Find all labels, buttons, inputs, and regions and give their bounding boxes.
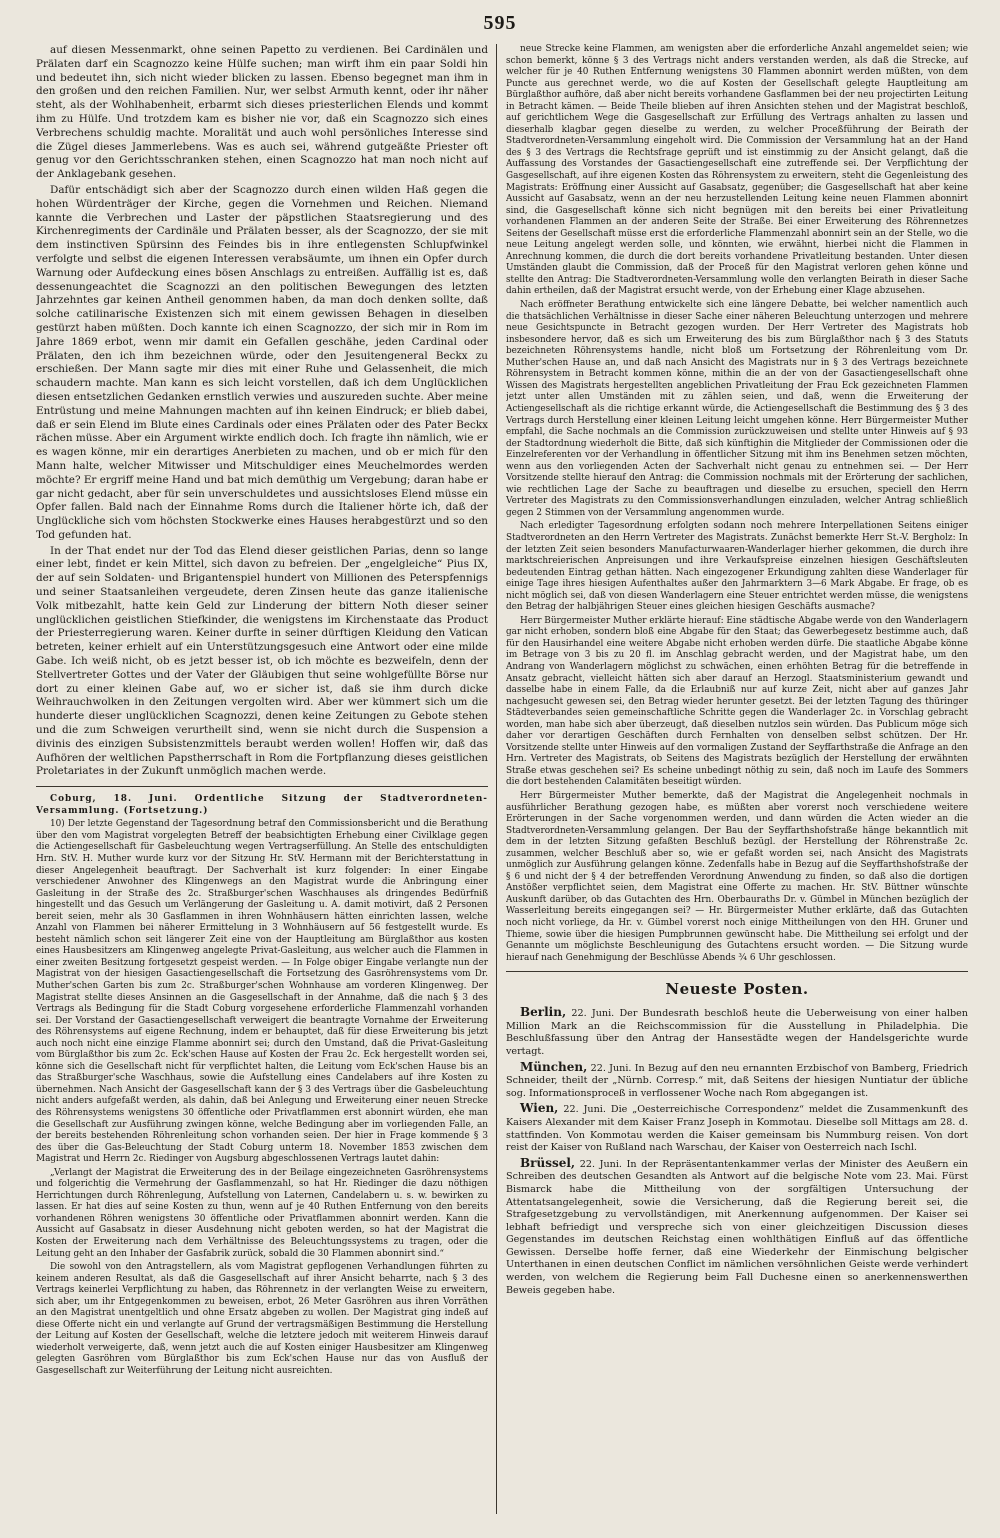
right-column xyxy=(506,44,968,1299)
news-item xyxy=(506,1061,968,1101)
coburg-paragraph: Herr Bürgermeister Muther bemerkte, daß der Magistrat die Angelegenheit nochmals in ausführlicher Berathung gezogen habe, es müßten aber vorerst noch verschiedene weitere Erörterungen in der Sache vorgenommen werden, und dann würden die Acten wieder an die Stadtverordneten-Versammlung gelangen. Der Bau der Seyffarthshofstraße hänge bekanntlich mit dem in der letzten Sitzung gefaßten Beschluß bezügl. der Herstellung der Röhrenstraße 2c. zusammen, welcher Beschluß aber so, wie er gefaßt worden sei, nach Ansicht des Magistrats unmöglich zur Ausführung gelangen könne. Zedenfalls habe in Bezug auf die Seyffarthshofstraße der § 6 und nicht der § 4 der betreffenden Verordnung Anwendung zu finden, so daß also die dortigen Anstößer verpflichtet seien, dem Magistrat eine Offerte zu machen. Hr. StV. Büttner wünschte Auskunft darüber, ob das Gutachten des Hrn. Oberbauraths Dr. v. Gümbel in München bezüglich der Wasserleitung bereits eingegangen sei? — Hr. Bürgermeister Muther erklärte, daß das Gutachten noch nicht vorliege, da Hr. v. Gümbel vorerst noch einige Mittheilungen von den HH. Gruner und Thieme, sowie über die hiesigen Pumpbrunnen gewünscht habe. Die Mittheilung sei erfolgt und der Genannte um möglichste Beschleunigung des Gutachtens ersucht worden. — Die Sitzung wurde hierauf nach Genehmigung der Beschlüsse Abends ¾ 6 Uhr geschlossen. xyxy=(506,791,968,963)
coburg-paragraph: Nach erledigter Tagesordnung erfolgten sodann noch mehrere Interpellationen Seitens einiger Stadtverordneten an den Herrn Vertreter des Magistrats. Zunächst bemerkte Herr St.-V. Bergholz: In der letzten Zeit seien besonders Manufacturwaaren-Wanderlager hierher gekommen, die durch ihre marktschreierischen Anpreisungen und ihre Verkaufspreise einzelnen hiesigen Geschäftsleuten bedeutenden Eintrag gethan hätten. Nach eingezogener Erkundigung zahlten diese Wanderlager für einige Tage ihres hiesigen Aufenthaltes außer den Jahrmarktern 3—6 Mark Abgabe. Er frage, ob es nicht möglich sei, daß von diesen Wanderlagern eine Steuer entrichtet werden müsse, die wenigstens den Betrag der halbjährigen Steuer eines gleichen hiesigen Geschäfts ausmache? xyxy=(506,521,968,613)
article-paragraph: In der That endet nur der Tod das Elend dieser geistlichen Parias, denn so lange einer lebt, findet er kein Mittel, sich davon zu befreien. Der „engelgleiche“ Pius IX, der auf sein Soldaten- und Brigantenspiel hundert von Millionen des Peterspfennigs und seiner Staatsanleihen vergeudete, deren Zinsen heute das ganze italienische Volk mitbezahlt, hatte kein Geld zur Linderung der bittern Noth dieser seiner unglücklichen geistlichen Stiefkinder, die wenigstens im Kirchenstaate das Product der Priesterregierung waren. Keiner durfte in seiner dürftigen Kleidung den Vatican betreten, keiner erhielt auf ein Unterstützungsgesuch eine Antwort oder eine milde Gabe. Ich weiß nicht, ob es jetzt besser ist, ob ich möchte es bezweifeln, denn der Stellvertreter Gottes und der Vater der Gläubigen thut seine wohlgefüllte Börse nur dort zu einer kleinen Gabe auf, wo er sicher ist, daß sie ihm durch dicke Weihrauchwolken in den Zeitungen vergolten wird. Aber wer kümmert sich um die hunderte dieser unglücklichen Scagnozzi, denen keine Zeitungen zu Gebote stehen und die zum Schweigen verurtheilt sind, wenn sie nicht durch die Suspension a divinis des einzigen Subsistenzmittels beraubt werden wollen! Hoffen wir, daß das Aufhören der weltlichen Papstherrschaft in Rom die Fortpflanzung dieses geistlichen Proletariates in der Zukunft unmöglich machen werde. xyxy=(36,544,488,778)
news-text: 22. Juni. In Bezug auf den neu ernannten Erzbischof von Bamberg, Friedrich Schneider, theilt der „Nürnb. Corresp.“ mit, daß Seitens der hiesigen Nuntiatur der übliche sog. Informationsproceß in verflossener Woche nach Rom abgegangen ist. xyxy=(506,1062,968,1099)
news-section-title: Neueste Posten. xyxy=(665,980,809,999)
section-divider xyxy=(506,971,968,972)
news-place: München, xyxy=(520,1059,588,1074)
coburg-paragraph: Herr Bürgermeister Muther erklärte hierauf: Eine städtische Abgabe werde von den Wanderlagern gar nicht erhoben, sondern bloß eine Abgabe für den Staat; das Gewerbegesetz bestimme auch, daß für den Hausirhandel eine weitere Abgabe nicht erhoben werden dürfe. Die staatliche Abgabe könne im Betrage von 3 bis zu 20 fl. im Anschlag gebracht werden, und der Magistrat habe, um den Andrang von Wanderlagern möglichst zu schwächen, einen erhöhten Betrag für die betreffende in Ansatz gebracht, vielleicht hätten sich aber darauf an Herzogl. Staatsministerium gewandt und dasselbe habe in einem Falle, da die Erlaubniß nur auf kurze Zeit, nicht aber auf ganzes Jahr nachgesucht gewesen sei, den Betrag wieder herunter gesetzt. Bei der letzten Tagung des thüringer Städteverbandes seien gemeinschaftliche Schritte gegen die Wanderlager 2c. in Vorschlag gebracht worden, man habe sich aber überzeugt, daß dieselben nutzlos sein würden. Das Publicum möge sich daher vor derartigen Geschäften durch Fernhalten von denselben selbst schützen. Der Hr. Vorsitzende stellte unter Hinweis auf den vormaligen Zustand der Seyffarthstraße die Anfrage an den Hrn. Vertreter des Magistrats, ob Seitens des Magistrats bezüglich der Herstellung der erwähnten Straße etwas geschehen sei? Es scheine unbedingt nöthig zu sein, daß noch im Laufe des Sommers die dort bestehenden Calamitäten beseitigt würden. xyxy=(506,615,968,788)
news-item xyxy=(506,1157,968,1298)
news-item xyxy=(506,1102,968,1154)
news-place: Berlin, xyxy=(520,1005,567,1020)
news-item xyxy=(506,1006,968,1058)
coburg-heading: Coburg, 18. Juni. Ordentliche Sitzung der Stadtverordneten-Versammlung. (Fortsetzung.) xyxy=(36,794,488,816)
left-column xyxy=(36,44,488,1380)
news-list xyxy=(506,1006,968,1297)
news-place: Brüssel, xyxy=(520,1155,576,1170)
coburg-paragraph: 10) Der letzte Gegenstand der Tagesordnung betraf den Commissionsbericht und die Berathung über den vom Magistrat vorgelegten Betreff der beabsichtigten Erhebung einer Civilklage gegen die Actiengesellschaft für Gasbeleuchtung wegen Vertragserfüllung. An Stelle des entschuldigten Hrn. StV. H. Muther wurde kurz vor der Sitzung Hr. StV. Hermann mit der Berichterstattung in dieser Angelegenheit beauftragt. Der Sachverhalt ist kurz folgender: In einer Eingabe verschiedener Anwohner des Klingenwegs an den Magistrat wurde die Anbringung einer Gasleitung in der Straße des 2c. Straßburger'schen Waschhauses als dringendes Bedürfniß hingestellt und das Gesuch um Verlängerung der Gasleitung u. A. damit motivirt, daß 2 Personen bereit seien, mehr als 30 Gasflammen in ihren Wohnhäusern hätten einrichten lassen, welche Anzahl von Flammen bei näherer Ermittelung in 3 Wohnhäusern auf 56 festgestellt wurde. Es besteht nämlich schon seit längerer Zeit eine von der Hauptleitung am Bürglaßthor aus kosten eines Hausbesitzers am Klingenweg angelegte Privat-Gasleitung, aus welcher auch die Flammen in einer zweiten Besitzung fortgesetzt gespeist werden. — In Folge obiger Eingabe verlangte nun der Magistrat von der hiesigen Gasactiengesellschaft die Fortsetzung des Gasröhrensystems vom Dr. Muther'schen Garten bis zum 2c. Straßburger'schen Wohnhause am vorderen Klingenweg. Der Magistrat stellte dieses Ansinnen an die Gasgesellschaft in der Annahme, daß die nach § 3 des Vertrags als Bedingung für die Stadt Coburg vorgesehene erforderliche Flammenzahl vorhanden sei. Der Vorstand der Gasactiengesellschaft verweigert die beantragte Vornahme der Erweiterung des Röhrensystems auf eigene Rechnung, indem er behauptet, daß für diese Erweiterung bis jetzt auch noch nicht eine einzige Flamme abonnirt sei; durch den Umstand, daß die Privat-Gasleitung vom Bürglaßthor bis zum 2c. Eck'schen Hause auf Kosten der Frau 2c. Eck hergestellt worden sei, könne sich die Gesellschaft nicht für verpflichtet halten, die Leitung vom Eck'schen Hause bis an das Straßburger'sche Waschhaus, sowie die Aufstellung eines Candelabers auf ihre Kosten zu übernehmen. Nach Ansicht der Gasgesellschaft kann der § 3 des Vertrags über die Gasbeleuchtung nicht anders aufgefaßt werden, als dahin, daß bei Anlegung und Erweiterung einer neuen Strecke des Röhrensystems wenigstens 30 öffentliche oder Privatflammen erst abonnirt würden, ehe man die Gesellschaft zur Ausführung zwingen könne, welche Bedingung aber im vorliegenden Falle, an der bereits bestehenden Röhrenleitung schon vorhanden seien. Der hier in Frage kommende § 3 des über die Gas-Beleuchtung der Stadt Coburg unterm 18. November 1853 zwischen dem Magistrat und Herrn 2c. Riedinger von Augsburg abgeschlossenen Vertrags lautet dahin: xyxy=(36,819,488,1165)
article-paragraph: Dafür entschädigt sich aber der Scagnozzo durch einen wilden Haß gegen die hohen Würdenträger der Kirche, gegen die Vornehmen und Reichen. Niemand kannte die Verbrechen und Laster der päpstlichen Staatsregierung und des Kirchenregiments der Cardinäle und Prälaten besser, als der Scagnozzo, der sie mit dem instinctiven Spürsinn des Feindes bis in ihre entlegensten Schlupfwinkel verfolgte und selbst die eigenen Interessen verabsäumte, um ihnen ein Opfer durch Warnung oder Aufdeckung eines bösen Anschlags zu entreißen. Auffällig ist es, daß dessenungeachtet die Scagnozzi an den politischen Bewegungen des letzten Jahrzehntes gar keinen Antheil genommen haben, da man doch denken sollte, daß solche catilinarische Existenzen sich mit einem gewissen Behagen in dieselben gestürzt haben müßten. Doch kannte ich einen Scagnozzo, der sich mir in Rom im Jahre 1869 erbot, wenn mir damit ein Gefallen geschähe, jeden Cardinal oder Prälaten, den ich ihm bezeichnen würde, oder den Jesuitengeneral Beckx zu erschießen. Der Mann sagte mir dies mit einer Ruhe und Gelassenheit, die mich schaudern machte. Man kann es sich leicht vorstellen, daß ich dem Unglücklichen diesen entsetzlichen Gedanken ernstlich verwies und auszureden suchte. Aber meine Entrüstung und meine Mahnungen machten auf ihn keinen Eindruck; er blieb dabei, daß er sein Elend im Blute eines Cardinals oder eines Prälaten oder des Pater Beckx rächen müsse. Aber ein Argument wirkte endlich doch. Ich fragte ihn nämlich, wie er es wagen könne, mir ein derartiges Anerbieten zu machen, und ob er mich für den Mann halte, welcher Mitwisser und Mitschuldiger eines Meuchelmordes werden möchte? Er ergriff meine Hand und bat mich demüthig um Vergebung; daran habe er gar nicht gedacht, aber für sein unverschuldetes und aussichtsloses Elend müsse ein Opfer fallen. Bald nach der Einnahme Roms durch die Italiener hörte ich, daß der Unglückliche sich vom höchsten Stockwerke eines Hauses herabgestürzt und so den Tod gefunden hat. xyxy=(36,183,488,541)
article-paragraph: auf diesen Messenmarkt, ohne seinen Papetto zu verdienen. Bei Cardinälen und Prälaten darf ein Scagnozzo keine Hülfe suchen; man wirft ihm ein paar Soldi hin und bedeutet ihn, sich nicht wieder blicken zu lassen. Ebenso begegnet man ihm in den großen und den reichen Familien. Nur, wer selbst Armuth kennt, oder ihr näher steht, als der Wohlhabenheit, erbarmt sich dieses priesterlichen Elends und kommt ihm zu Hülfe. Und trotzdem kam es bisher nie vor, daß ein Scagnozzo sich eines Verbrechens schuldig machte. Moralität und auch wohl persönliches Interesse sind die Zügel dieses Jammerlebens. Was es auch sei, während gutgeäßte Priester oft genug vor den Gerichtsschranken stehen, einen Scagnozzo hat man noch nicht auf der Anklagebank gesehen. xyxy=(36,44,488,181)
coburg-paragraph: neue Strecke keine Flammen, am wenigsten aber die erforderliche Anzahl angemeldet seien; wie schon bemerkt, könne § 3 des Vertrags nicht anders verstanden werden, als daß die Strecke, auf welcher für je 40 Ruthen Entfernung wenigstens 30 Flammen abonnirt werden müßten, von dem Puncte aus gerechnet werde, wo die auf Kosten der Gesellschaft gelegte Hauptleitung am Bürglaßthor aufhöre, daß aber nicht bereits vorhandene Gasflammen bei der neu projectirten Leitung in Betracht kämen. — Beide Theile blieben auf ihren Ansichten stehen und der Magistrat beschloß, auf gerichtlichem Wege die Gasgesellschaft zur Erfüllung des Vertrags anhalten zu lassen und dieserhalb klagbar gegen dieselbe zu werden, zu welcher Proceßführung der Beirath der Stadtverordneten-Versammlung eingeholt wird. Die Commission der Versammlung hat an der Hand des § 3 des Vertrags die Rechtsfrage geprüft und ist einstimmig zu der Ansicht gelangt, daß die Auffassung des Vorstandes der Gasactiengesellschaft eine zutreffende sei. Der Verpflichtung der Gasgesellschaft, auf ihre eigenen Kosten das Röhrensystem zu erweitern, steht die Gegenleistung des Magistrats: Eröffnung einer Aussicht auf Gasabsatz, gegenüber; die Gasgesellschaft hat aber keine Aussicht auf Gasabsatz, wenn an der neu herzustellenden Leitung keine neuen Flammen abonnirt sind, die Gasgesellschaft könne sich nicht begnügen mit den bereits bei einer Privatleitung vorhandenen Flammen an der anderen Seite der Straße. Bei einer Erweiterung des Röhrennetzes Seitens der Gesellschaft müsse erst die erforderliche Flammenzahl abonnirt sein an der Stelle, wo die neue Leitung angelegt werden solle, und könnten, wie erwähnt, hierbei nicht die Flammen in Anrechnung kommen, die durch die dort bereits vorhandene Privatleitung bestanden. Unter diesen Umständen glaubt die Commission, daß der Proceß für den Magistrat verloren gehen könne und stellte den Antrag: Die Stadtverordneten-Versammlung wolle den verlangten Beirath in dieser Sache dahin ertheilen, daß der Magistrat ersucht werde, von der Erhebung einer Klage abzusehen. xyxy=(506,44,968,297)
news-text: 22. Juni. Die „Oesterreichische Correspondenz“ meldet die Zusammenkunft des Kaisers Alexander mit dem Kaiser Franz Joseph in Kommotau. Dieselbe soll Mittags am 28. d. stattfinden. Von Kommotau werden die Kaiser gemeinsam bis Nummburg reisen. Von dort reist der Kaiser von Rußland nach Warschau, der Kaiser von Oesterreich nach Ischl. xyxy=(506,1104,968,1154)
news-place: Wien, xyxy=(520,1101,559,1116)
coburg-paragraph: Nach eröffneter Berathung entwickelte sich eine längere Debatte, bei welcher namentlich auch die thatsächlichen Verhältnisse in dieser Sache einer näheren Beleuchtung unterzogen und mehrere neue Gesichtspuncte in Betracht gezogen wurden. Der Herr Vertreter des Magistrats hob insbesondere hervor, daß es sich um Erweiterung des bis zum Bürglaßthor nach § 3 des Statuts bezeichneten Röhrensystems handle, nicht bloß um Fortsetzung der Röhrenleitung vom Dr. Muther'schen Hause an, und daß nach Ansicht des Magistrats nur in § 3 des Vertrags bezeichnete Röhrensystem in Betracht kommen könne, mithin die an der von der Gasactiengesellschaft ohne Wissen des Magistrats hergestellten angeblichen Privatleitung der Frau Eck gezeichneten Flammen jetzt unter allen Umständen mit zu zählen seien, und daß, wenn die Erweiterung der Actiengesellschaft als die richtige erkannt würde, die Actiengesellschaft die Bestimmung des § 3 des Vertrags durch Herstellung einer kleinen Leitung leicht umgehen könne. Herr Bürgermeister Muther empfahl, die Sache nochmals an die Commission zurückzuweisen und stellte unter Hinweis auf § 93 der Stadtordnung wiederholt die Bitte, daß sich künftighin die Mitglieder der Commissionen oder die Einzelreferenten vor der Verhandlung in öffentlicher Sitzung mit ihm ins Benehmen setzen möchten, wenn aus den vorliegenden Acten der Sachverhalt nicht genau zu entnehmen sei. — Der Herr Vorsitzende stellte hierauf den Antrag: die Commission nochmals mit der Erörterung der sachlichen, wie rechtlichen Lage der Sache zu beauftragen und dieselbe zu ersuchen, speciell den Herrn Vertreter des Magistrats zu den Commissionsverhandlungen einzuladen, welcher Antrag schließlich gegen 2 Stimmen von der Versammlung angenommen wurde. xyxy=(506,300,968,518)
news-text: 22. Juni. Der Bundesrath beschloß heute die Ueberweisung von einer halben Million Mark an die Reichscommission für die Ausstellung in Philadelphia. Die Beschlußfassung über den Antrag der Hansestädte wegen der Handelsgerichte wurde vertagt. xyxy=(506,1008,968,1057)
column-divider xyxy=(496,44,497,1514)
section-divider xyxy=(36,786,488,787)
page-number: 595 xyxy=(483,12,517,34)
coburg-paragraph: Die sowohl von den Antragstellern, als vom Magistrat gepflogenen Verhandlungen führten zu keinem anderen Resultat, als daß die Gasgesellschaft auf ihrer Ansicht beharrte, nach § 3 des Vertrags keinerlei Verpflichtung zu haben, das Röhrennetz in der verlangten Weise zu erweitern, sich aber, um ihr Entgegenkommen zu beweisen, erbot, 26 Meter Gasröhren aus ihren Vorräthen an den Magistrat unentgeltlich und ohne Ersatz abgeben zu wollen. Der Magistrat ging indeß auf diese Offerte nicht ein und verlangte auf Grund der vertragsmäßigen Bestimmung die Herstellung der Leitung auf Kosten der Gesellschaft, welche die letztere jedoch mit weiterem Hinweis darauf wiederholt verweigerte, daß, wenn jetzt auch die auf Kosten einiger Hausbesitzer am Klingenweg gelegten Gasröhren vom Bürglaßthor bis zum Eck'schen Hause nur das von Ausfluß der Gasgesellschaft zur Weiterführung der Leitung nicht ausreichten. xyxy=(36,1262,488,1377)
news-text: 22. Juni. In der Repräsentantenkammer verlas der Minister des Aeußern ein Schreiben des deutschen Gesandten als Antwort auf die belgische Note vom 23. Mai. Fürst Bismarck habe die Mittheilung von der sorgfältigen Untersuchung der Attentatsangelegenheit, sowie die Versicherung, daß die Regierung bereit sei, die Strafgesetzgebung zu vervollständigen, mit Anerkennung aufgenommen. Der Kaiser sei lebhaft befriedigt und verspreche sich von einer gleichzeitigen Discussion dieses Gegenstandes im deutschen Reichstag einen wohlthätigen Einfluß auf das öffentliche Gewissen. Derselbe hoffe ferner, daß eine Wiederkehr der Einmischung belgischer Unterthanen in einen deutschen Conflict im nämlichen versöhnlichen Geiste werde verhindert werden, von welchem die Regierung beim Fall Duchesne einen so anerkennenswerthen Beweis gegeben habe. xyxy=(506,1158,968,1296)
coburg-paragraph: „Verlangt der Magistrat die Erweiterung des in der Beilage eingezeichneten Gasröhrensystems und folgerichtig die Vermehrung der Gasflammenzahl, so hat Hr. Riedinger die dazu nöthigen Herrichtungen durch Röhrenlegung, Aufstellung von Laternen, Candelabern u. s. w. bewirken zu lassen. Er hat dies auf seine Kosten zu thun, wenn auf je 40 Ruthen Entfernung von den bereits vorhandenen Röhren wenigstens 30 öffentliche oder Privatflammen abonnirt werden. Kann die Aussicht auf Gasabsatz in dieser Ausdehnung nicht geboten werden, so hat der Magistrat die Kosten der Erweiterung nach dem Verhältnisse des Beleuchtungssystems zu tragen, oder die Leitung geht an den Inhaber der Gasfabrik zurück, sobald die 30 Flammen abonnirt sind.“ xyxy=(36,1167,488,1259)
coburg-report xyxy=(36,794,488,1377)
coburg-report-continued xyxy=(506,44,968,964)
